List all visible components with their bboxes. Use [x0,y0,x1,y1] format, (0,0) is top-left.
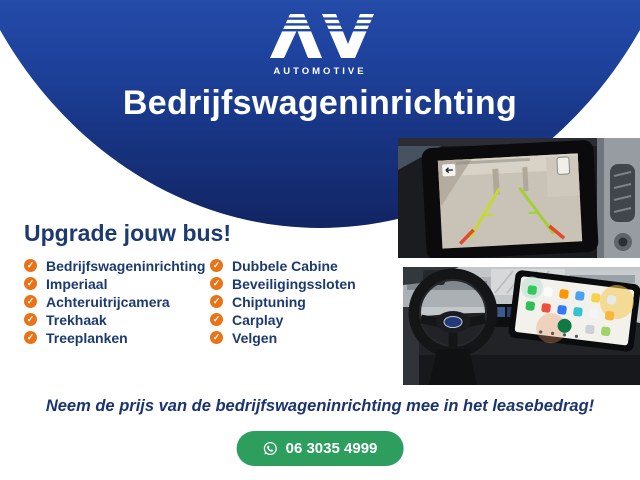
checklist-item [24,295,210,308]
checklist-item [24,331,210,344]
checklist-item-label: Carplay [232,311,284,328]
checklist-col1 [24,259,210,349]
check-icon: ✓ [24,331,37,344]
checklist-item [210,331,356,344]
whatsapp-phone-button[interactable] [237,431,404,466]
upgrade-section [24,220,396,349]
carplay-dashboard-photo [403,267,640,385]
av-logo-icon [257,14,383,60]
logo-subtext: AUTOMOTIVE [273,66,367,77]
check-icon: ✓ [210,259,223,272]
checklist-item-label: Bedrijfswageninrichting [46,257,206,274]
checklist-item-label: Trekhaak [46,311,107,328]
check-icon: ✓ [24,313,37,326]
checklist-item-label: Treeplanken [46,329,128,346]
brand-logo [0,14,640,77]
phone-number: 06 3035 4999 [285,440,378,457]
checklist-item [210,295,356,308]
check-icon: ✓ [24,277,37,290]
checklist-item [210,313,356,326]
checklist-item-label: Velgen [232,329,278,346]
check-icon: ✓ [24,295,37,308]
whatsapp-icon [263,441,278,456]
page-title: Bedrijfswageninrichting [122,84,518,122]
upgrade-heading: Upgrade jouw bus! [24,220,231,246]
checklist-item-label: Chiptuning [232,293,306,310]
checklist-item [24,313,210,326]
check-icon: ✓ [24,259,37,272]
checklist-item-label: Imperiaal [46,275,108,292]
checklist-item-label: Beveiligingssloten [232,275,356,292]
reversing-camera-photo [398,138,640,258]
checklist-item-label: Achteruitrijcamera [46,293,170,310]
check-icon: ✓ [210,295,223,308]
check-icon: ✓ [210,331,223,344]
checklist-item [24,259,210,272]
footer-note: Neem de prijs van de bedrijfswageninrichting mee in het leasebedrag! [45,397,595,415]
check-icon: ✓ [210,277,223,290]
checklist-col2 [210,259,356,349]
checklist-item [210,277,356,290]
checklist-item [24,277,210,290]
checklist-columns [24,259,396,349]
check-icon: ✓ [210,313,223,326]
checklist-item-label: Dubbele Cabine [232,257,338,274]
checklist-item [210,259,356,272]
